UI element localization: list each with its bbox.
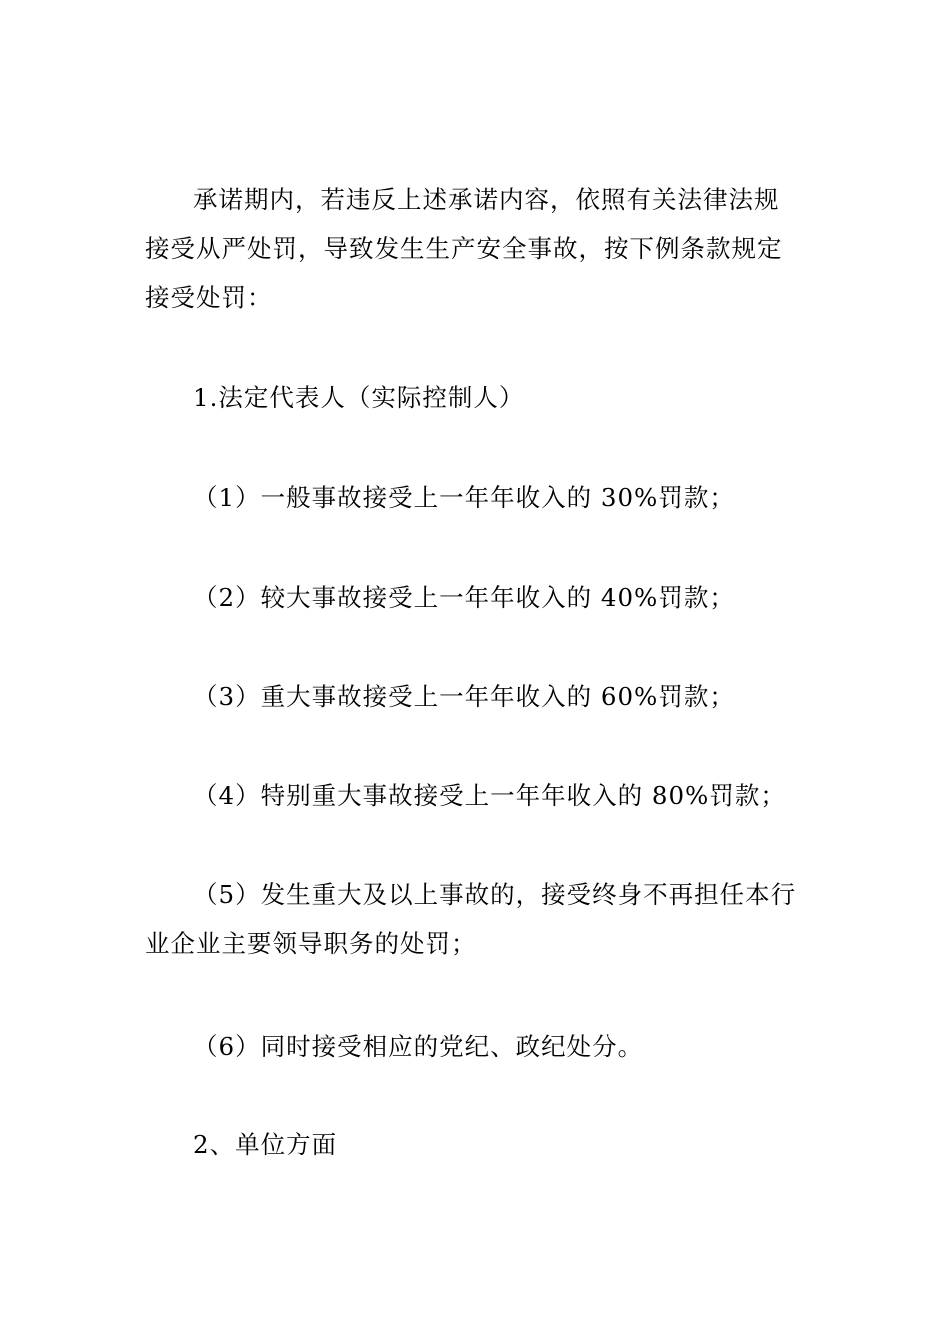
text-line: 承诺期内，若违反上述承诺内容，依照有关法律法规 xyxy=(193,185,780,214)
list-item-1 xyxy=(145,473,810,522)
list-item-5 xyxy=(145,870,810,968)
text-line: （5）发生重大及以上事故的，接受终身不再担任本行 xyxy=(193,880,797,909)
text-line: （6）同时接受相应的党纪、政纪处分。 xyxy=(193,1032,644,1061)
section-heading-unit xyxy=(145,1120,810,1169)
section-heading-legal-representative xyxy=(145,373,810,422)
text-line: （1）一般事故接受上一年年收入的 30%罚款； xyxy=(193,483,735,512)
text-line: （3）重大事故接受上一年年收入的 60%罚款； xyxy=(193,682,735,711)
text-line: （2）较大事故接受上一年年收入的 40%罚款； xyxy=(193,583,735,612)
text-line: 1.法定代表人（实际控制人） xyxy=(193,383,525,412)
list-item-6 xyxy=(145,1022,810,1071)
text-line: 2、单位方面 xyxy=(193,1130,338,1159)
list-item-2 xyxy=(145,573,810,622)
text-line: 接受从严处罚，导致发生生产安全事故，按下例条款规定 xyxy=(145,234,783,263)
text-line: 接受处罚： xyxy=(145,283,273,312)
list-item-4 xyxy=(145,771,810,820)
text-line: 业企业主要领导职务的处罚； xyxy=(145,929,477,958)
text-line: （4）特别重大事故接受上一年年收入的 80%罚款； xyxy=(193,781,786,810)
commitment-paragraph xyxy=(145,175,810,322)
list-item-3 xyxy=(145,672,810,721)
